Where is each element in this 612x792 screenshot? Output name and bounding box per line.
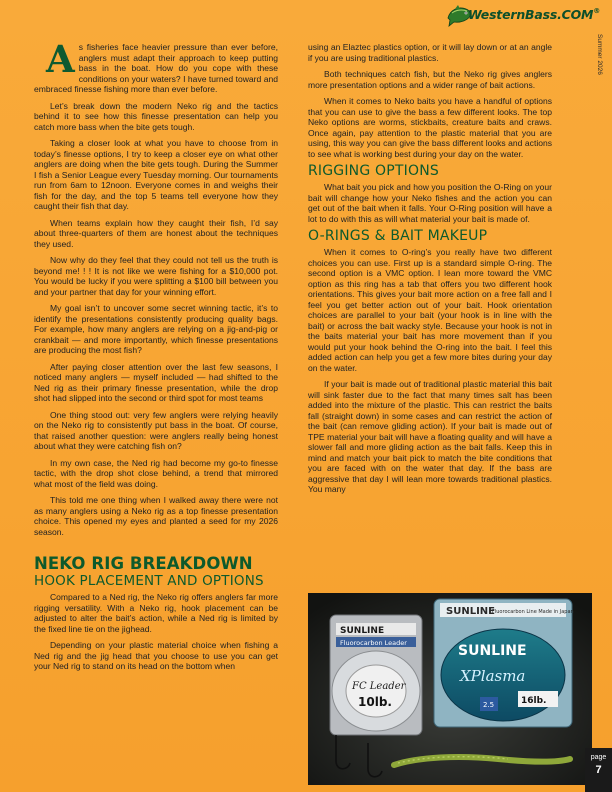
westernbass-logo[interactable] xyxy=(446,4,601,28)
page-number-box xyxy=(585,748,612,792)
body-paragraph: My goal isn’t to uncover some secret winning tactic, it’s to identify the presentations consistently producing quality bags. For example, how many anglers are relying on a jig-and-pig or crankbait — and more importantly, which finesse presentations are producing the most fish? xyxy=(34,303,278,355)
issue-label xyxy=(592,34,604,94)
body-paragraph: Let’s break down the modern Neko rig and the tactics behind it to see how this finesse presentation can help you catch more bass when the bite gets tough. xyxy=(34,100,278,132)
body-paragraph: What bait you pick and how you position the O-Ring on your bait will change how your Neko fishes and the action you can get out of the bait when it falls. Your O-Ring position will have a lot to do with this as will what material your bait is made of. xyxy=(308,182,552,224)
body-paragraph: Now why do they feel that they could not tell us the truth is beyond me! ! ! It is not like we were fishing for a $10,000 pot. You would be lucky if you were splitting a $100 bill between you and your partner that day for your winning effort. xyxy=(34,255,278,297)
body-paragraph: After paying closer attention over the last few seasons, I noticed many anglers — myself included — had shifted to the Ned rig as their primary finesse presentation, while the drop shot had slipped into the second or third spot for most teams xyxy=(34,361,278,403)
body-paragraph: using an Elaztec plastics option, or it will lay down or at an angle if you are using traditional plastics. xyxy=(308,42,552,63)
body-paragraph: When teams explain how they caught their fish, I’d say about three-quarters of them are honest about the techniques they used. xyxy=(34,217,278,249)
label1-weight: 10lb. xyxy=(358,695,392,709)
body-paragraph: Compared to a Ned rig, the Neko rig offers anglers far more rigging versatility. With a Neko rig, hook placement can be adjusted to alter the bait’s action, while a Ned rig is limited by the fixed line tie on the jighead. xyxy=(34,592,278,634)
label2-tag: 2.5 xyxy=(483,701,495,709)
label1-sub: Fluorocarbon Leader xyxy=(340,639,407,647)
logo-text: WesternBass.COM® xyxy=(468,7,601,22)
registered-mark: ® xyxy=(593,7,601,15)
body-paragraph: When it comes to Neko baits you have a handful of options that you can use to give the bass a few different looks. The top Neko options are worms, stickbaits, creature baits and craws. Once again, pay attention to the plastic material that you are using, this way you can give the bass different looks and actions to see what is working best during your day on the water. xyxy=(308,96,552,159)
label2-sub: Fluorocarbon Line Made in Japan xyxy=(492,609,574,615)
drop-cap: A xyxy=(46,37,75,81)
label1-product: FC Leader xyxy=(352,681,406,692)
intro-paragraph: As fisheries face heavier pressure than ever before, anglers must adapt their approach to keep putting bass in the boat. How do you cope with these conditions on your waters? I have turned toward and embraced finesse fishing more than ever before. xyxy=(34,37,278,94)
section-heading-o-rings: O-RINGS & BAIT MAKEUP xyxy=(308,228,488,244)
page-label: page xyxy=(590,754,607,761)
photo-illustration xyxy=(308,593,592,785)
subheading-hook-placement: HOOK PLACEMENT AND OPTIONS xyxy=(34,573,264,589)
body-paragraph: Both techniques catch fish, but the Neko rig gives anglers more presentation options and a wider range of bait actions. xyxy=(308,69,552,90)
body-paragraph: Taking a closer look at what you have to choose from in today’s finesse options, I try to keep a closer eye on what other anglers are doing when the bite gets tough. During the Summer I fish a Senior League every Tuesday morning. Our tournaments run from 6am to 12noon. Everyone comes in and weighs their fish for the day, and the top 5 teams tell everyone how they caught their fish that day. xyxy=(34,138,278,211)
body-paragraph: In my own case, the Ned rig had become my go-to finesse tactic, with the drop shot close behind, a trend that mirrored what most of the field was doing. xyxy=(34,457,278,489)
body-paragraph: When it comes to O-ring’s you really have two different choices you can use. First up is a standard simple O-ring. The second option is a VMC option. I lean more toward the VMC option as this ring has a tab that offers you two different hook orientations. This gives your bait more action on a free fall and I feel you get better action out of your bait. Hook orientation choices are parallel to your bait (your hook is in line with the bait) or across the bait wacky style. Because your hook is not in the baits material your bait has more movement than if you would put your hook behind the O-ring into the bait. I feel this added action can help you get a few more bites during your day on the water. xyxy=(308,247,552,373)
section-heading-rigging-options: RIGGING OPTIONS xyxy=(308,163,439,179)
fishing-line-photo xyxy=(308,593,592,785)
label2-brand-big: SUNLINE xyxy=(458,643,527,659)
label1-brand: SUNLINE xyxy=(340,626,385,636)
label2-weight: 16lb. xyxy=(521,696,547,706)
label2-brand: SUNLINE xyxy=(446,606,495,617)
body-paragraph: One thing stood out: very few anglers were relying heavily on the Neko rig to consistently put bass in the boat. Of course, that raised another question: were anglers really being honest about what they were catching fish on? xyxy=(34,409,278,451)
right-column xyxy=(308,42,552,501)
issue-text: Summer 2026 xyxy=(596,34,603,75)
body-paragraph: If your bait is made out of traditional plastic material this bait will sink faster due to the fact that many times salt has been added into the mixture of the plastic. This can restrict the baits fall (straight down) in some cases and can restrict the action of the bait (can remove gliding action). If your bait is made out of TPE material your bait will have a floating quality and will have a slower fall and more gliding action as the bait falls. Keep this in mind and match your bait pick to match the bite conditions that you are faced with on the water that day. If the bass are aggressive that day I will lean more towards traditional plastics. You many xyxy=(308,379,552,494)
body-paragraph: This told me one thing when I walked away there were not as many anglers using a Neko rig as a top finesse presentation choice. This opened my eyes and planted a seed for my 2026 season. xyxy=(34,495,278,537)
xplasma-spool xyxy=(434,599,574,727)
section-heading-neko-rig: NEKO RIG BREAKDOWN xyxy=(34,554,253,573)
page-number: 7 xyxy=(595,764,602,776)
label2-product: XPlasma xyxy=(460,667,526,685)
body-paragraph: Depending on your plastic material choice when fishing a Ned rig and the jig head that you choose to use you can get your Ned rig to stand on its head on the bottom when xyxy=(34,640,278,671)
left-column xyxy=(34,37,278,678)
fc-leader-spool xyxy=(330,615,422,735)
